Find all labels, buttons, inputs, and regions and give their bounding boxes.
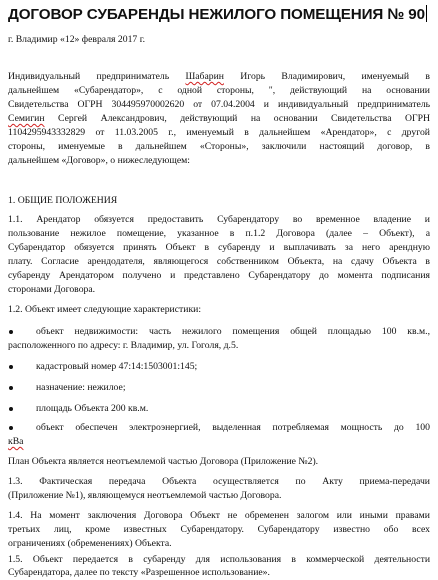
bullet-icon	[9, 407, 13, 411]
bullet-item: площадь Объекта 200 кв.м.	[36, 403, 149, 414]
spellcheck-word: Семигин	[8, 113, 45, 124]
paragraph-line: пользование нежилое помещение, указанное в п.1.2 Договора (далее – Объект), а	[8, 228, 430, 239]
bullet-item: объект недвижимости: часть нежилого помещения общей площадью 100 кв.м.,	[36, 326, 430, 337]
paragraph-line: 1.4. На момент заключения Договора Объект не обременен залогом или иными правами	[8, 510, 430, 521]
paragraph-line: субаренду Арендатором получено и представлено Субарендатору до момента подписания	[8, 270, 430, 281]
preamble-line: Семигин Сергей Александрович, действующий на основании Свидетельства ОГРН	[8, 113, 430, 124]
preamble-line: Индивидуальный предприниматель Шабарин Игорь Владимирович, именуемый в	[8, 71, 430, 82]
paragraph-line: плату. Согласие арендодателя, являющегося собственником Объекта, на сдачу Объекта в	[8, 256, 430, 267]
paragraph-line: 1.5. Объект передается в субаренду для использования в коммерческой деятельности	[8, 554, 430, 565]
document-title: ДОГОВОР СУБАРЕНДЫ НЕЖИЛОГО ПОМЕЩЕНИЯ № 90	[8, 6, 425, 23]
paragraph-line: Субарендатора, далее по тексту «Разрешенное использование».	[8, 567, 270, 578]
section-heading: 1. ОБЩИЕ ПОЛОЖЕНИЯ	[8, 195, 118, 206]
paragraph-line: Субарендатор обязуется принять Объект в субаренду и выплачивать за него арендную	[8, 242, 430, 253]
preamble-line: Свидетельства ОГРН 304495970002620 от 07.04.2004 и индивидуальный предприниматель	[8, 99, 430, 110]
text-cursor	[426, 5, 427, 22]
bullet-item-continued	[8, 436, 23, 448]
bullet-icon	[9, 365, 13, 369]
bullet-icon	[9, 426, 13, 430]
bullet-item: назначение: нежилое;	[36, 382, 126, 393]
bullet-item-continued: расположенного по адресу: г. Владимир, ул. Гоголя, д.5.	[8, 340, 239, 351]
bullet-icon	[9, 330, 13, 334]
preamble-line: дальнейшем «Субарендатор», с одной стороны, ", действующий на основании	[8, 85, 430, 96]
paragraph-line: сторонами Договора.	[8, 284, 96, 295]
spellcheck-word: кВа	[8, 436, 24, 447]
paragraph-line: 1.3. Фактическая передача Объекта осуществляется по Акту приема-передачи	[8, 476, 430, 487]
paragraph-line: План Объекта является неотъемлемой частью Договора (Приложение №2).	[8, 456, 319, 467]
paragraph-line: ограничениях (обременениях) Объекта.	[8, 538, 172, 549]
preamble-line: стороны, именуемые в дальнейшем «Стороны», заключили настоящий договор, в	[8, 141, 430, 152]
paragraph-line: (Приложение №1), являющемуся неотъемлемой частью Договора.	[8, 490, 282, 501]
bullet-icon	[9, 386, 13, 390]
paragraph-line: третьих лиц, кроме известных Субарендатору. Субарендатору известно обо всех	[8, 524, 430, 535]
paragraph-line: 1.1. Арендатор обязуется предоставить Субарендатору во временное владение и	[8, 214, 430, 225]
bullet-item: объект обеспечен электроэнергией, выделенная потребляемая мощность до 100	[36, 422, 430, 433]
preamble-line: 1104295943332829 от 11.03.2005 г., именуемый в дальнейшем «Арендатор», с другой	[8, 127, 430, 138]
bullet-item: кадастровый номер 47:14:1503001:145;	[36, 361, 198, 372]
place-date: г. Владимир «12» февраля 2017 г.	[8, 34, 145, 45]
paragraph-line: 1.2. Объект имеет следующие характеристики:	[8, 304, 202, 315]
preamble-line: дальнейшем «Договор», о нижеследующем:	[8, 155, 190, 166]
spellcheck-word: Шабарин	[185, 71, 224, 82]
